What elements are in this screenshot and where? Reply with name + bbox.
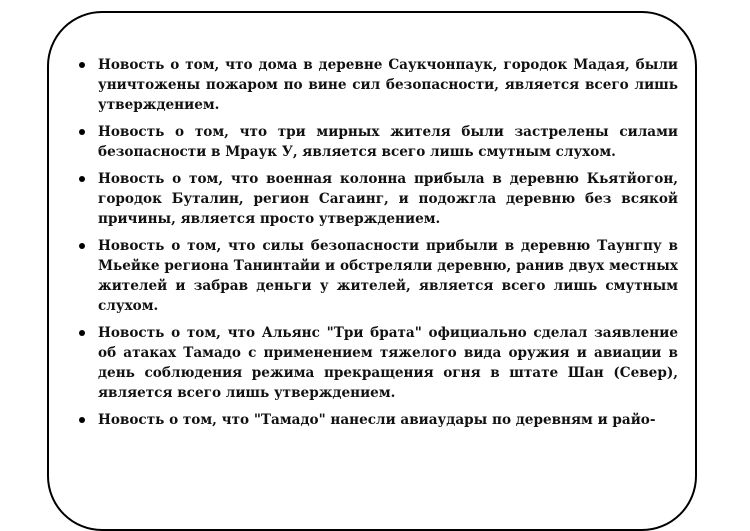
bullet-icon <box>79 417 85 423</box>
bullet-icon <box>79 62 85 68</box>
bullet-icon <box>79 176 85 182</box>
list-item-text: Новость о том, что силы безопасности прибыли в деревню Таунгпу в Мьейке региона Танинтайи и обстреляли деревню, ранив двух местных жителей и забрав деньги у жителей, является всего лишь смутным слухом. <box>98 238 678 314</box>
bullet-icon <box>79 243 85 249</box>
list-item <box>74 169 678 229</box>
bullet-icon <box>79 330 85 336</box>
list-item <box>74 236 678 316</box>
list-item <box>74 55 678 115</box>
list-item-text: Новость о том, что Альянс "Три брата" официально сделал заявление об атаках Тамадо с применением тяжелого вида оружия и авиации в день соблюдения режима прекращения огня в штате Шан (Север), является всего лишь утверждением. <box>98 325 678 401</box>
list-item-text: Новость о том, что три мирных жителя были застрелены силами безопасности в Мраук У, является всего лишь смутным слухом. <box>98 124 678 160</box>
list-item <box>74 410 678 430</box>
list-item-text: Новость о том, что дома в деревне Саукчонпаук, городок Мадая, были уничтожены пожаром по вине сил безопасности, является всего лишь утверждением. <box>98 57 678 113</box>
list-item-text: Новость о том, что военная колонна прибыла в деревню Кьятйогон, городок Буталин, регион Сагаинг, и подожгла деревню без всякой причины, является просто утверждением. <box>98 171 678 227</box>
list-item-text: Новость о том, что "Тамадо" нанесли авиаудары по деревням и райо- <box>98 412 656 428</box>
bullet-list <box>74 55 678 437</box>
list-item <box>74 122 678 162</box>
bullet-icon <box>79 129 85 135</box>
list-item <box>74 323 678 403</box>
